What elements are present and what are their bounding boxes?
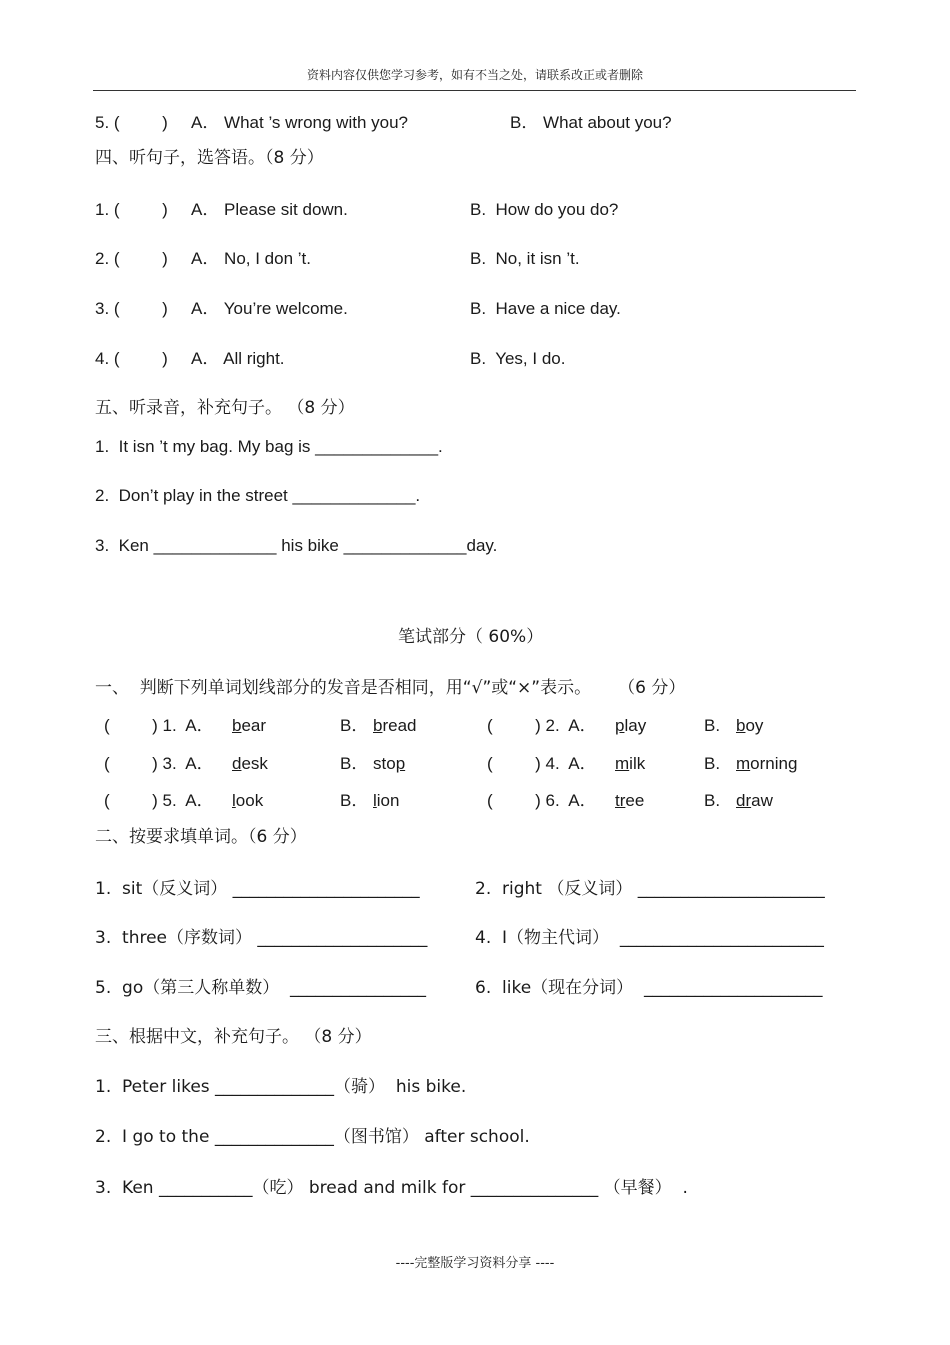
header-divider — [93, 90, 856, 91]
w1-q5-number: ( ) 5. A． — [104, 791, 214, 810]
s5-sentence-3: 3. Ken _____________ his bike _____________day. — [95, 536, 498, 555]
w1-q4-option-b: morning — [736, 754, 798, 773]
section-4-title: 四、听句子，选答语。（8 分） — [95, 148, 324, 168]
w1-q1-option-a: bear — [232, 716, 267, 735]
w1-q2-number: ( ) 2. A． — [487, 716, 597, 735]
w1-q3-option-b: stop — [373, 754, 406, 773]
w2-item-4: 4. I（物主代词） ________________________ — [475, 928, 824, 948]
w1-q4-b-label: B. — [704, 754, 721, 773]
w1-q6-option-a: tree — [615, 791, 645, 810]
q5-number: 5. ( ) — [95, 113, 168, 132]
s4-q4-option-b: B. Yes, I do. — [470, 349, 566, 368]
q5-option-a: A． What ’s wrong with you? — [191, 113, 408, 132]
s4-q3-number: 3. ( ) — [95, 299, 168, 318]
w1-q4-number: ( ) 4. A． — [487, 754, 597, 773]
page-footer: ----完整版学习资料分享 ---- — [395, 1256, 555, 1271]
w2-item-3: 3. three（序数词） ____________________ — [95, 928, 428, 948]
s4-q2-option-a: A． No, I don ’t. — [191, 249, 311, 268]
s4-q1-option-b: B. How do you do? — [470, 200, 619, 219]
s4-q4-option-a: A． All right. — [191, 349, 285, 368]
section-5-title: 五、听录音，补充句子。 （8 分） — [95, 398, 355, 418]
w1-q3-b-label: B． — [340, 754, 369, 773]
written-2-title: 二、按要求填单词。（6 分） — [95, 827, 307, 847]
w2-item-1: 1. sit（反义词） ______________________ — [95, 879, 420, 899]
w3-sentence-2: 2. I go to the ______________（图书馆） after school. — [95, 1127, 530, 1147]
page-header: 资料内容仅供您学习参考，如有不当之处，请联系改正或者删除 — [306, 68, 643, 82]
s4-q3-option-a: A． You’re welcome. — [191, 299, 348, 318]
w2-item-6: 6. like（现在分词） _____________________ — [475, 978, 823, 998]
w1-q1-option-b: bread — [373, 716, 417, 735]
written-part-title: 笔试部分（ 60%） — [398, 627, 544, 647]
w1-q6-option-b: draw — [736, 791, 773, 810]
w3-sentence-3: 3. Ken ___________（吃） bread and milk for _______________ （早餐） . — [95, 1178, 688, 1198]
w1-q3-number: ( ) 3. A． — [104, 754, 214, 773]
w1-q6-number: ( ) 6. A． — [487, 791, 597, 810]
w2-item-2: 2. right （反义词） ______________________ — [475, 879, 825, 899]
w1-q1-number: ( ) 1. A． — [104, 716, 214, 735]
w1-q2-b-label: B. — [704, 716, 721, 735]
w1-q4-option-a: milk — [615, 754, 646, 773]
w1-q6-b-label: B. — [704, 791, 721, 810]
written-3-title: 三、根据中文，补充句子。 （8 分） — [95, 1027, 372, 1047]
w1-q1-b-label: B． — [340, 716, 369, 735]
s4-q1-number: 1. ( ) — [95, 200, 168, 219]
w1-q5-option-b: lion — [373, 791, 400, 810]
w1-q2-option-a: play — [615, 716, 647, 735]
written-1-title: 一、 判断下列单词划线部分的发音是否相同，用“√”或“×”表示。 （6 分） — [95, 678, 686, 698]
w1-q2-option-b: boy — [736, 716, 764, 735]
w2-item-5: 5. go（第三人称单数） ________________ — [95, 978, 427, 998]
w3-sentence-1: 1. Peter likes ______________（骑） his bike. — [95, 1077, 467, 1097]
w1-q5-b-label: B． — [340, 791, 369, 810]
w1-q3-option-a: desk — [232, 754, 268, 773]
q5-option-b: B． What about you? — [510, 113, 672, 132]
w1-q5-option-a: look — [232, 791, 264, 810]
s4-q3-option-b: B. Have a nice day. — [470, 299, 621, 318]
s4-q4-number: 4. ( ) — [95, 349, 168, 368]
s4-q2-option-b: B. No, it isn ’t. — [470, 249, 580, 268]
s4-q1-option-a: A． Please sit down. — [191, 200, 348, 219]
s5-sentence-1: 1. It isn ’t my bag. My bag is _____________. — [95, 437, 443, 456]
s4-q2-number: 2. ( ) — [95, 249, 168, 268]
s5-sentence-2: 2. Don’t play in the street _____________. — [95, 486, 421, 505]
